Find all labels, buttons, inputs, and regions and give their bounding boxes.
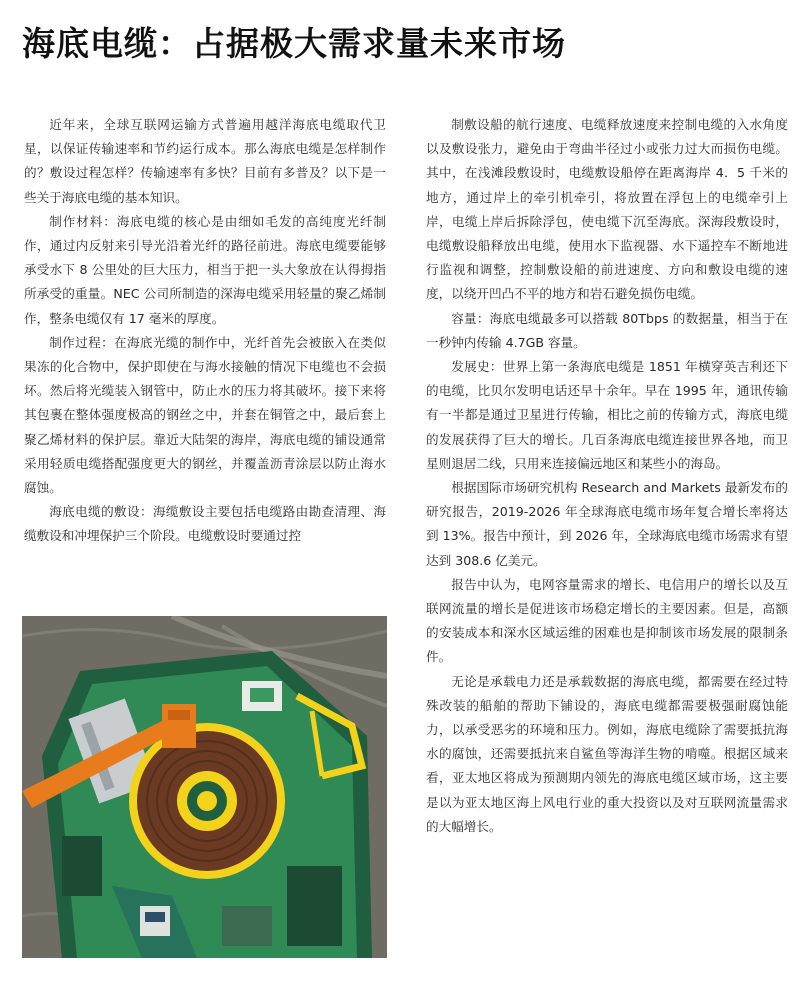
paragraph-intro: 近年来，全球互联网运输方式普遍用越洋海底电缆取代卫星，以保证传输速率和节约运行成本。那么海底电缆是怎样制作的？敷设过程怎样？传输速率有多快？目前有多普及？以下是一些关于海底电缆的基本知识。 [24,117,386,205]
paragraph-regional-outlook: 无论是承载电力还是承载数据的海底电缆，都需要在经过特殊改装的船舶的帮助下铺设的，海底电缆都需要极强耐腐蚀能力，以承受恶劣的环境和压力。例如，海底电缆除了需要抵抗海水的腐蚀，还需要抵抗来自鲨鱼等海洋生物的啃噬。根据区域来看，亚太地区将成为预测期内领先的海底电缆区域市场，这主要是以为亚太地区海上风电行业的重大投资以及对互联网流量需求的大幅增长。 [426,673,788,834]
left-text-column [24,113,386,549]
paragraph-growth-factors: 报告中认为，电网容量需求的增长、电信用户的增长以及互联网流量的增长是促进该市场稳定增长的主要因素。但是，高额的安装成本和深水区域运维的困难也是抑制该市场发展的限制条件。 [426,576,788,665]
cable-ship-photo [22,616,387,958]
right-text-column [426,113,788,839]
paragraph-materials: 制作材料：海底电缆的核心是由细如毛发的高纯度光纤制作，通过内反射来引导光沿着光纤的路径前进。海底电缆要能够承受水下 8 公里处的巨大压力，相当于把一头大象放在认得拇指所承受的重量。NEC 公司所制造的深海电缆采用轻量的聚乙烯制作，整条电缆仅有 17 毫米的厚度。 [24,213,386,326]
paragraph-laying-continued: 制敷设船的航行速度、电缆释放速度来控制电缆的入水角度以及敷设张力，避免由于弯曲半径过小或张力过大而损伤电缆。其中，在浅滩段敷设时，电缆敷设船停在距离海岸 4．5 千米的地方，通过岸上的牵引机牵引，将放置在浮包上的电缆牵引上岸，电缆上岸后拆除浮包，使电缆下沉至海底。深海段敷设时，电缆敷设船释放出电缆，使用水下监视器、水下遥控车不断地进行监视和调整，控制敷设船的前进速度、方向和敷设电缆的速度，以绕开凹凸不平的地方和岩石避免损伤电缆。 [426,117,788,302]
paragraph-capacity: 容量：海底电缆最多可以搭载 80Tbps 的数据量，相当于在一秒钟内传输 4.7GB 容量。 [426,310,788,350]
article-title: 海底电缆：占据极大需求量未来市场 [22,24,566,63]
paragraph-market-report: 根据国际市场研究机构 Research and Markets 最新发布的研究报告，2019-2026 年全球海底电缆市场年复合增长率将达到 13%。报告中预计，到 2026 年，全球海底电缆市场需求有望达到 308.6 亿美元。 [426,480,788,568]
paragraph-laying-start: 海底电缆的敷设：海缆敷设主要包括电缆路由勘查清理、海缆敷设和冲埋保护三个阶段。电缆敷设时要通过控 [24,504,386,544]
paragraph-process: 制作过程：在海底光缆的制作中，光纤首先会被嵌入在类似果冻的化合物中，保护即使在与海水接触的情况下电缆也不会损坏。然后将光缆装入钢管中，防止水的压力将其破坏。接下来将其包裹在整体强度极高的钢丝之中，并套在铜管之中，最后套上聚乙烯材料的保护层。靠近大陆架的海岸，海底电缆的铺设通常采用轻质电缆搭配强度更大的钢丝，并覆盖沥青涂层以防止海水腐蚀。 [24,334,386,496]
paragraph-history: 发展史：世界上第一条海底电缆是 1851 年横穿英吉利还下的电缆，比贝尔发明电话还早十余年。早在 1995 年，通讯传输有一半都是通过卫星进行传输，相比之前的传输方式，海底电缆的发展获得了巨大的增长。几百条海底电缆连接世界各地，而卫星则退居二线，只用来连接偏远地区和某些小的海岛。 [426,359,788,471]
